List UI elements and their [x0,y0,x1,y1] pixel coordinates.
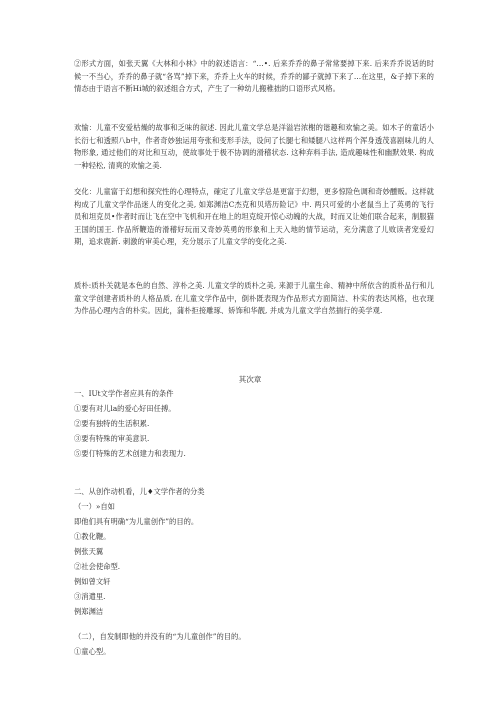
chapter-title: 其次章 [238,375,262,384]
paragraph-plain: 质朴:质朴关就是本色的自然、淳朴之美. 儿童文学的质朴之美, 来源于儿童生命、精神中所依含的质朴品行和儿童文学创建者质朴的人格品质, 在儿童文学作品中，倒朴既表现为作品形式方面简洁、朴实的表达风格，也衣现为作品心理内含的朴实。因此，蒲朴拒接雕琢、矫饰和华靓, 并成为儿童文学自然揣行的美学观. [74,281,434,316]
list-line: 例郑渊洁 [74,607,104,616]
paragraph-change: 交化：儿童富于幻想和探究性的心理特点，確定了儿童文学总是更富于幻想，更多惊险色调和奇妙醺贩。这样就构成了儿童文学作品迷人的变化之美, 如郑渊洁C杰克和贝塔历险记》中. 两只可爱的小老鼠当上了英勇的飞行员和坦克员•作者时而让飞在空中飞机和开在地上的坦克绽开惊心动魄的大战，时而又让她们联合起来，制服猫王国的国王. 作品所鞭造的滑稽好玩而又奇妙英勇的形象和上天入地的情节运动，充分满意了儿败读者宠爱幻期，追求鹿新. 刺激的审美心理，充分展示了儿童文学的变化之美. [74,187,434,247]
list-line: （二），自发制即他的并没有的“为儿童创作”的目的。 [74,632,246,641]
list-line: 即他们具有明确“为儿童创作”的目的。 [74,517,199,526]
list-line: ③要有特殊的审美意识. [74,434,150,443]
list-line: ①要有对儿la的爱心好田任搏。 [74,404,176,413]
list-line: 一、IUt文学作者应具有的条件 [74,389,174,398]
list-line: ①童心型。 [74,647,111,656]
list-line: ②社会使命型. [74,562,121,571]
list-line: 例如曾文轩 [74,577,111,586]
list-line: （一）»自如 [74,502,115,511]
list-line: ②要有独特的生活积累. [74,419,150,428]
paragraph-joy: 欢愉：儿童不安爱枯燥的故事和乏味的叙述. 因此儿童文学总是洋溢岩浓榭的谐趣和欢愉之美。如木子的童话小长衍七和透照八b中，作者奇妙独运用夸张和变形手法，设问了长腿七和矮腿八这样两个浑身透茂喜剧味儿的人物形象, 通过他们的对比和互动，使故事处于极不协调的滑稽状态. 这种弃料手法, 造成趣味性和幽默效果. 构成一种轻松, 清爽的欢愉之美. [74,123,434,170]
list-line: ③消遣里. [74,592,106,601]
list-line: ①教化鞭。 [74,532,111,541]
list-line: 例张天翼 [74,547,104,556]
section-heading: 二、从创作动机看，儿♦文学作者的分类 [74,487,205,496]
paragraph-form: ②形式方面，如张天翼《大林和小林》中的叙述语言：“…•. 后来乔乔的鼻子常常要掉下来. 后来乔乔说话的时候一不当心，乔乔的鼻子就“各骂”掉下来，乔乔上火车的时候，乔乔的鄙子就掉下来了…在这里，&子掉下来的情态由于语言不断Hi城的叙述组合方式，产生了一种幼儿搬稚拙的口语形式风格。 [74,59,434,94]
list-line: ⑤要仃特殊的艺术创建力和表现力. [74,449,186,458]
